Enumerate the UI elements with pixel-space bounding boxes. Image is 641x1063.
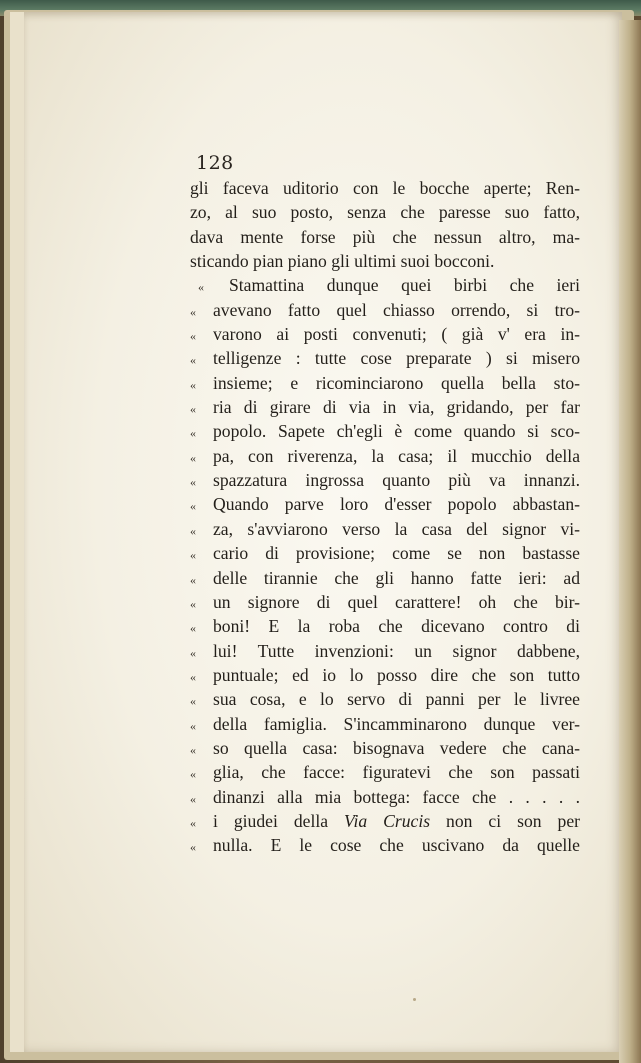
text-line [190,419,580,443]
line-text-part: i giudei della [213,810,345,831]
line-text: dinanzi alla mia bottega: facce che . . . . . [213,786,580,807]
quote-mark: « [190,304,196,319]
text-line [190,809,580,833]
text-line [190,200,580,224]
text-line [190,712,580,736]
text-line [190,687,580,711]
quote-mark: « [190,694,196,709]
quote-mark: « [190,523,196,538]
quote-mark: « [190,402,196,417]
line-text: boni! E la roba che dicevano contro di [213,616,580,637]
text-line [190,639,580,663]
page-number: 128 [196,152,234,174]
text-line [190,225,580,249]
line-text: cario di provisione; come se non bastasse [213,543,580,564]
text-line [190,371,580,395]
line-text: ria di girare di via in via, gridando, per far [213,397,580,418]
quote-mark: « [190,377,196,392]
line-text: dava mente forse più che nessun altro, ma- [190,226,580,247]
text-line [190,492,580,516]
text-line [190,614,580,638]
line-text: sua cosa, e lo servo di panni per le livree [213,689,580,710]
page-edges [619,20,641,1063]
quote-mark: « [190,718,196,733]
quote-mark: « [190,572,196,587]
text-line [190,249,580,273]
text-line [190,566,580,590]
quote-mark: « [190,669,196,684]
line-text: nulla. E le cose che uscivano da quelle [213,835,580,856]
quote-mark: « [190,426,196,441]
text-line [190,273,580,297]
quote-mark: « [190,791,196,806]
quote-mark: « [190,475,196,490]
text-line [190,395,580,419]
line-text: spazzatura ingrossa quanto più va innanzi. [213,470,580,491]
line-text: lui! Tutte invenzioni: un signor dabbene, [213,640,580,661]
line-text [213,809,580,833]
line-text: varono ai posti convenuti; ( già v' era in- [213,324,580,345]
italic-title: Via Crucis [344,810,431,831]
quote-mark: « [190,499,196,514]
text-line [190,468,580,492]
line-text: popolo. Sapete ch'egli è come quando si sco- [213,421,580,442]
line-text: puntuale; ed io lo posso dire che son tutto [213,664,580,685]
quote-mark: « [190,815,196,830]
quote-mark: « [190,548,196,563]
line-text: so quella casa: bisognava vedere che cana- [213,737,580,758]
line-text-part: non ci son per [430,810,580,831]
line-text: pa, con riverenza, la casa; il mucchio della [213,445,580,466]
line-text: Stamattina dunque quei birbi che ieri [229,275,580,296]
quote-mark: « [190,742,196,757]
text-line [190,346,580,370]
quote-mark: « [190,596,196,611]
quote-mark: « [190,353,196,368]
text-line [190,833,580,857]
line-text: un signore di quel carattere! oh che bir- [213,591,580,612]
line-text: gli faceva uditorio con le bocche aperte; Ren- [190,178,580,198]
text-line [190,517,580,541]
line-text: Quando parve loro d'esser popolo abbastan- [213,494,580,515]
quote-mark: « [190,767,196,782]
text-line [190,785,580,809]
text-line [190,176,580,200]
text-line [190,590,580,614]
text-line [190,444,580,468]
line-text: avevano fatto quel chiasso orrendo, si tro- [213,299,580,320]
quote-mark: « [190,840,196,855]
text-line [190,760,580,784]
quote-mark: « [190,645,196,660]
text-line [190,298,580,322]
text-line [190,541,580,565]
quote-mark: « [198,280,204,295]
quote-mark: « [190,329,196,344]
text-line [190,663,580,687]
quote-mark: « [190,450,196,465]
line-text: glia, che facce: figuratevi che son passati [213,762,580,783]
line-text: insieme; e ricominciarono quella bella sto- [213,372,580,393]
line-text: delle tirannie che gli hanno fatte ieri: ad [213,567,580,588]
line-text: za, s'avviarono verso la casa del signor vi- [213,518,580,539]
page-text [190,176,580,858]
line-text: sticando pian piano gli ultimi suoi bocconi. [190,251,495,272]
quote-mark: « [190,621,196,636]
line-text: zo, al suo posto, senza che paresse suo fatto, [190,202,580,223]
line-text: della famiglia. S'incamminarono dunque ver- [213,713,580,734]
line-text: telligenze : tutte cose preparate ) si misero [213,348,580,369]
text-line [190,736,580,760]
text-line [190,322,580,346]
page-speck [413,998,416,1001]
